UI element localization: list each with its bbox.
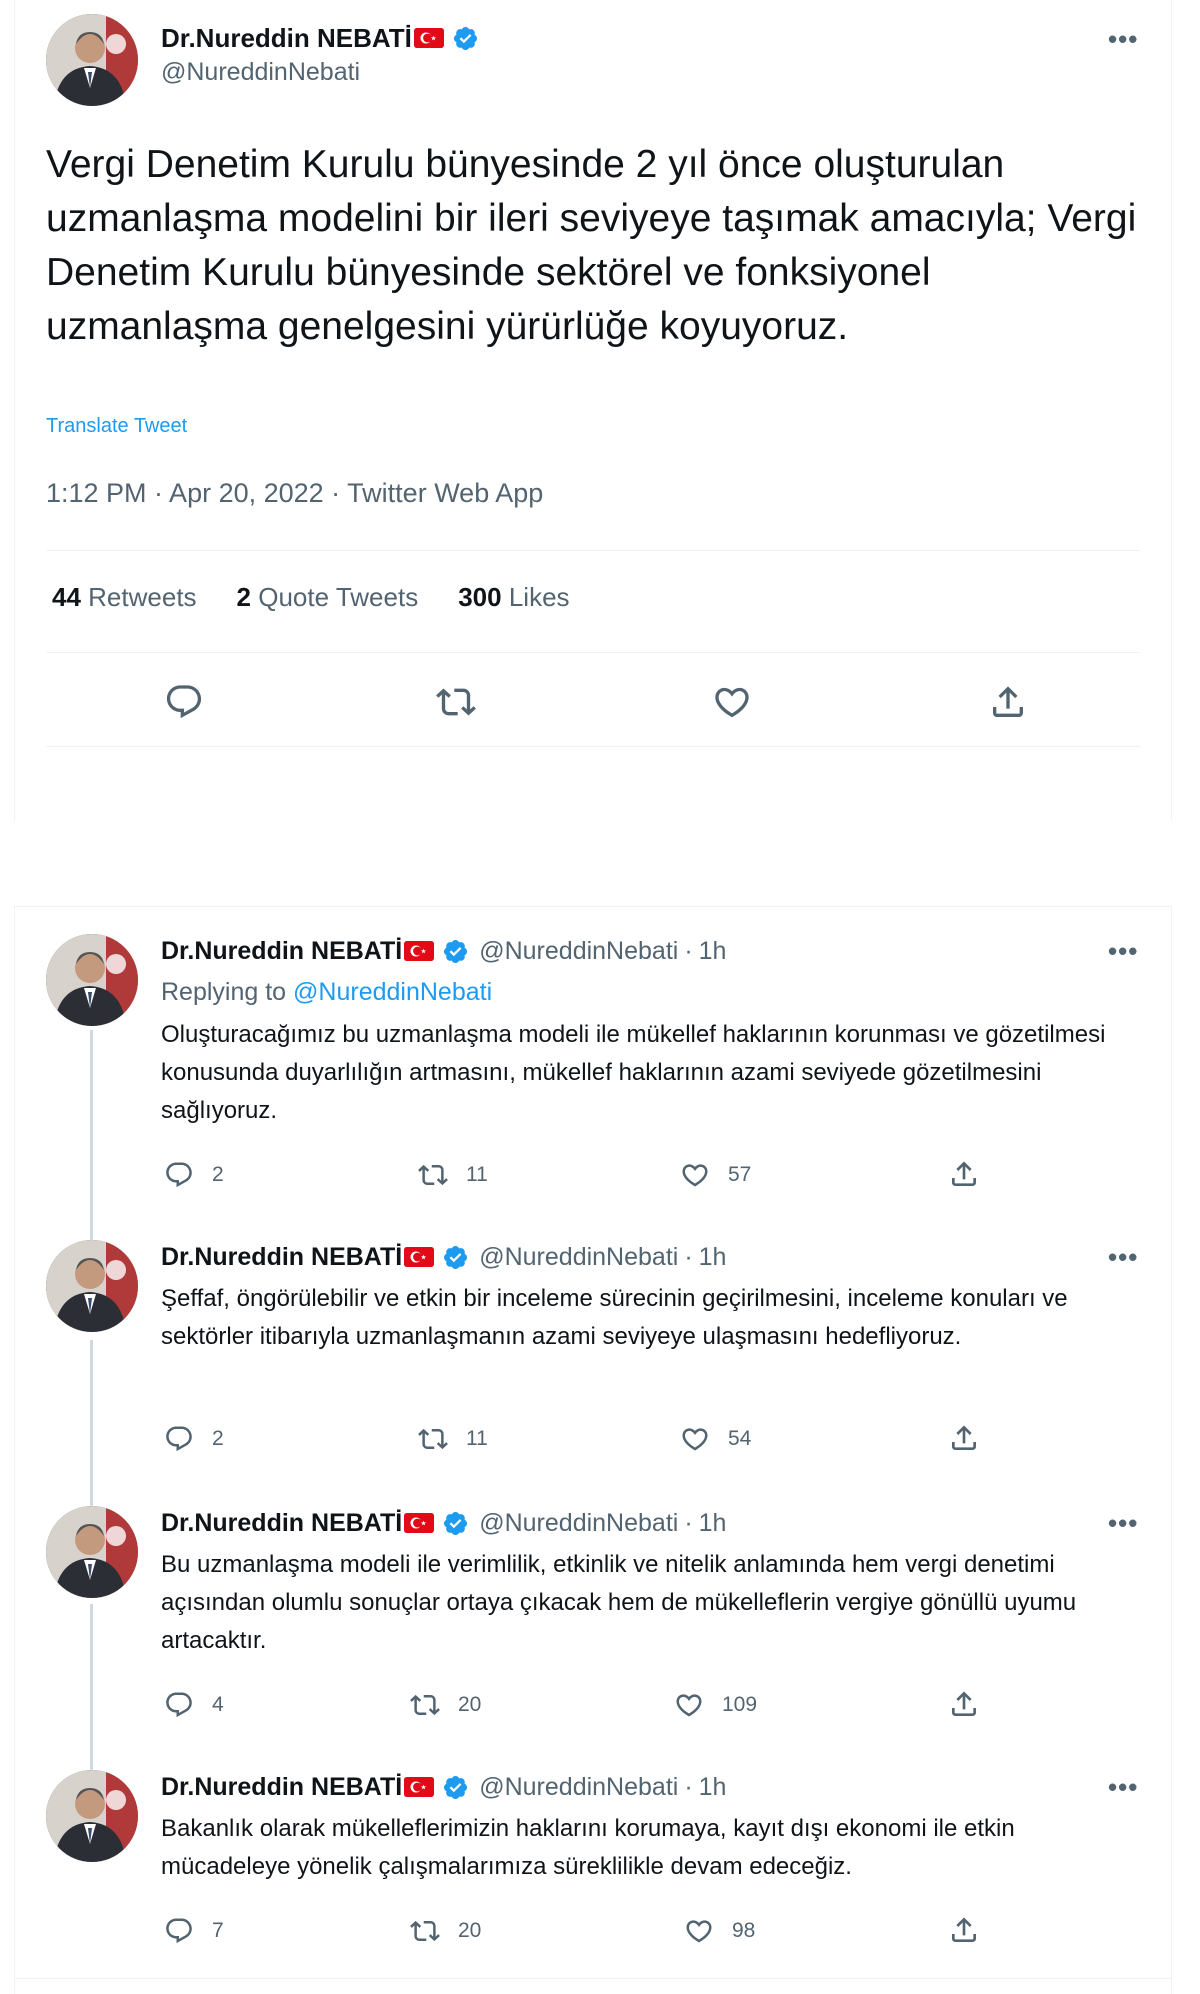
share-action[interactable] — [948, 1914, 998, 1946]
like-icon[interactable] — [712, 682, 752, 722]
turkish-flag-icon — [404, 1247, 434, 1267]
replying-mention-link[interactable]: @NureddinNebati — [293, 978, 493, 1006]
like-action[interactable] — [680, 1424, 751, 1454]
reply-action[interactable] — [164, 1160, 224, 1190]
retweet-icon[interactable] — [436, 682, 476, 722]
retweet-icon — [418, 1424, 448, 1454]
retweet-action[interactable] — [410, 1916, 481, 1946]
quote-tweets-count: 2 — [236, 582, 252, 612]
replying-label: Replying to — [161, 978, 287, 1006]
more-icon[interactable]: ••• — [1108, 936, 1139, 966]
like-count: 54 — [728, 1427, 752, 1450]
more-icon[interactable]: ••• — [1108, 24, 1139, 54]
avatar[interactable] — [46, 1240, 138, 1332]
reply-count: 2 — [212, 1427, 224, 1450]
like-count: 57 — [728, 1163, 752, 1186]
author-name[interactable]: Dr.Nureddin NEBATİ — [161, 1772, 403, 1801]
reply-icon — [164, 1916, 194, 1946]
tweet-text: Oluşturacağımız bu uzmanlaşma modeli ile mükellef haklarının korunması ve gözetilmesi konusunda duyarlılığın artmasını, mükellef haklarının azami seviyede gözetilmesini sağlıyoruz. — [161, 1021, 1106, 1124]
likes-stat[interactable] — [458, 582, 569, 613]
tweet-timestamp[interactable]: 1:12 PM · Apr 20, 2022 · Twitter Web App — [46, 478, 544, 508]
tweet-time[interactable]: 1h — [698, 936, 727, 965]
more-icon[interactable]: ••• — [1108, 1772, 1139, 1802]
reply-icon — [164, 1160, 194, 1190]
turkish-flag-icon — [404, 1777, 434, 1797]
verified-badge-icon — [442, 938, 469, 965]
divider — [14, 1978, 1172, 1979]
share-action[interactable] — [948, 1422, 998, 1454]
like-icon — [680, 1160, 710, 1190]
retweet-icon — [418, 1160, 448, 1190]
author-name[interactable]: Dr.Nureddin NEBATİ — [161, 22, 412, 53]
separator: · — [684, 936, 693, 965]
quote-tweets-stat[interactable] — [237, 582, 419, 613]
verified-badge-icon — [452, 25, 479, 52]
author-name[interactable]: Dr.Nureddin NEBATİ — [161, 1242, 403, 1271]
turkish-flag-icon — [414, 28, 444, 48]
tweet-text: Bu uzmanlaşma modeli ile verimlilik, etkinlik ve nitelik anlamında hem vergi denetimi açısından olumlu sonuçlar ortaya çıkacak hem de mükelleflerin vergiye gönüllü uyumu artacaktır. — [161, 1551, 1077, 1654]
author-row — [161, 20, 479, 56]
separator: · — [684, 1508, 693, 1537]
reply-action[interactable] — [164, 1424, 224, 1454]
like-count: 109 — [722, 1693, 758, 1716]
divider — [46, 746, 1140, 747]
like-count: 98 — [732, 1919, 756, 1942]
retweets-count: 44 — [52, 582, 81, 612]
retweets-stat[interactable] — [52, 582, 197, 613]
retweet-action[interactable] — [418, 1424, 488, 1454]
author-name[interactable]: Dr.Nureddin NEBATİ — [161, 1508, 403, 1537]
replying-to — [161, 978, 492, 1007]
tweet-text: Bakanlık olarak mükelleflerimizin haklarını korumaya, kayıt dışı ekonomi ile etkin mücadeleye yönelik çalışmalarımıza süreklilikle devam edeceğiz. — [161, 1815, 1015, 1880]
thread-tweet-header — [161, 1770, 726, 1804]
tweet-text: Şeffaf, öngörülebilir ve etkin bir inceleme sürecinin geçirilmesini, inceleme konuları ve sektörler itibarıyla uzmanlaşmanın azami seviyeye ulaşmasını hedefliyoruz. — [161, 1285, 1068, 1350]
tweet-time[interactable]: 1h — [698, 1242, 727, 1271]
reply-action[interactable] — [164, 1916, 224, 1946]
verified-badge-icon — [442, 1510, 469, 1537]
thread-line — [90, 1030, 93, 1256]
retweets-label: Retweets — [88, 582, 197, 612]
author-name[interactable]: Dr.Nureddin NEBATİ — [161, 936, 403, 965]
reply-action[interactable] — [164, 1690, 224, 1720]
like-icon — [680, 1424, 710, 1454]
turkish-flag-icon — [404, 1513, 434, 1533]
more-icon[interactable]: ••• — [1108, 1242, 1139, 1272]
like-action[interactable] — [680, 1160, 751, 1190]
author-handle[interactable]: @NureddinNebati — [161, 58, 361, 86]
avatar[interactable] — [46, 14, 138, 106]
author-handle[interactable]: @NureddinNebati — [479, 1772, 679, 1801]
thread-tweet-header — [161, 1506, 726, 1540]
retweet-action[interactable] — [410, 1690, 481, 1720]
share-icon — [948, 1158, 980, 1190]
thread-tweet-header — [161, 1240, 726, 1274]
share-icon — [948, 1422, 980, 1454]
thread-tweet-header — [161, 934, 726, 968]
author-handle[interactable]: @NureddinNebati — [479, 1508, 679, 1537]
tweet-time[interactable]: 1h — [698, 1772, 727, 1801]
retweet-icon — [410, 1916, 440, 1946]
tweet-time[interactable]: 1h — [698, 1508, 727, 1537]
more-icon[interactable]: ••• — [1108, 1508, 1139, 1538]
tweet-text: Vergi Denetim Kurulu bünyesinde 2 yıl önce oluşturulan uzmanlaşma modelini bir ileri seviyeye taşımak amacıyla; Vergi Denetim Kurulu bünyesinde sektörel ve fonksiyonel uzmanlaşma genelgesini yürürlüğe koyuyoruz. — [46, 143, 1137, 348]
retweet-count: 20 — [458, 1693, 482, 1716]
likes-label: Likes — [508, 582, 570, 612]
like-icon — [674, 1690, 704, 1720]
retweet-icon — [410, 1690, 440, 1720]
retweet-action[interactable] — [418, 1160, 488, 1190]
tweet-stats — [52, 582, 610, 613]
thread-line — [90, 1604, 93, 1776]
divider — [46, 550, 1140, 551]
reply-count: 4 — [212, 1693, 224, 1716]
author-handle[interactable]: @NureddinNebati — [479, 936, 679, 965]
retweet-count: 11 — [466, 1163, 488, 1186]
turkish-flag-icon — [404, 941, 434, 961]
divider — [46, 652, 1140, 653]
reply-icon[interactable] — [164, 682, 204, 722]
retweet-count: 11 — [466, 1427, 488, 1450]
like-action[interactable] — [674, 1690, 757, 1720]
thread-line — [90, 1340, 93, 1506]
share-icon[interactable] — [988, 682, 1028, 722]
avatar[interactable] — [46, 1770, 138, 1862]
like-action[interactable] — [684, 1916, 755, 1946]
separator: · — [684, 1242, 693, 1271]
reply-icon — [164, 1424, 194, 1454]
separator: · — [684, 1772, 693, 1801]
translate-tweet-link[interactable]: Translate Tweet — [46, 415, 188, 437]
share-action[interactable] — [948, 1688, 998, 1720]
reply-count: 2 — [212, 1163, 224, 1186]
share-icon — [948, 1914, 980, 1946]
reply-count: 7 — [212, 1919, 224, 1942]
verified-badge-icon — [442, 1244, 469, 1271]
share-icon — [948, 1688, 980, 1720]
retweet-count: 20 — [458, 1919, 482, 1942]
like-icon — [684, 1916, 714, 1946]
author-handle[interactable]: @NureddinNebati — [479, 1242, 679, 1271]
avatar[interactable] — [46, 934, 138, 1026]
avatar[interactable] — [46, 1506, 138, 1598]
quote-tweets-label: Quote Tweets — [258, 582, 419, 612]
likes-count: 300 — [458, 582, 502, 612]
verified-badge-icon — [442, 1774, 469, 1801]
reply-icon — [164, 1690, 194, 1720]
share-action[interactable] — [948, 1158, 998, 1190]
